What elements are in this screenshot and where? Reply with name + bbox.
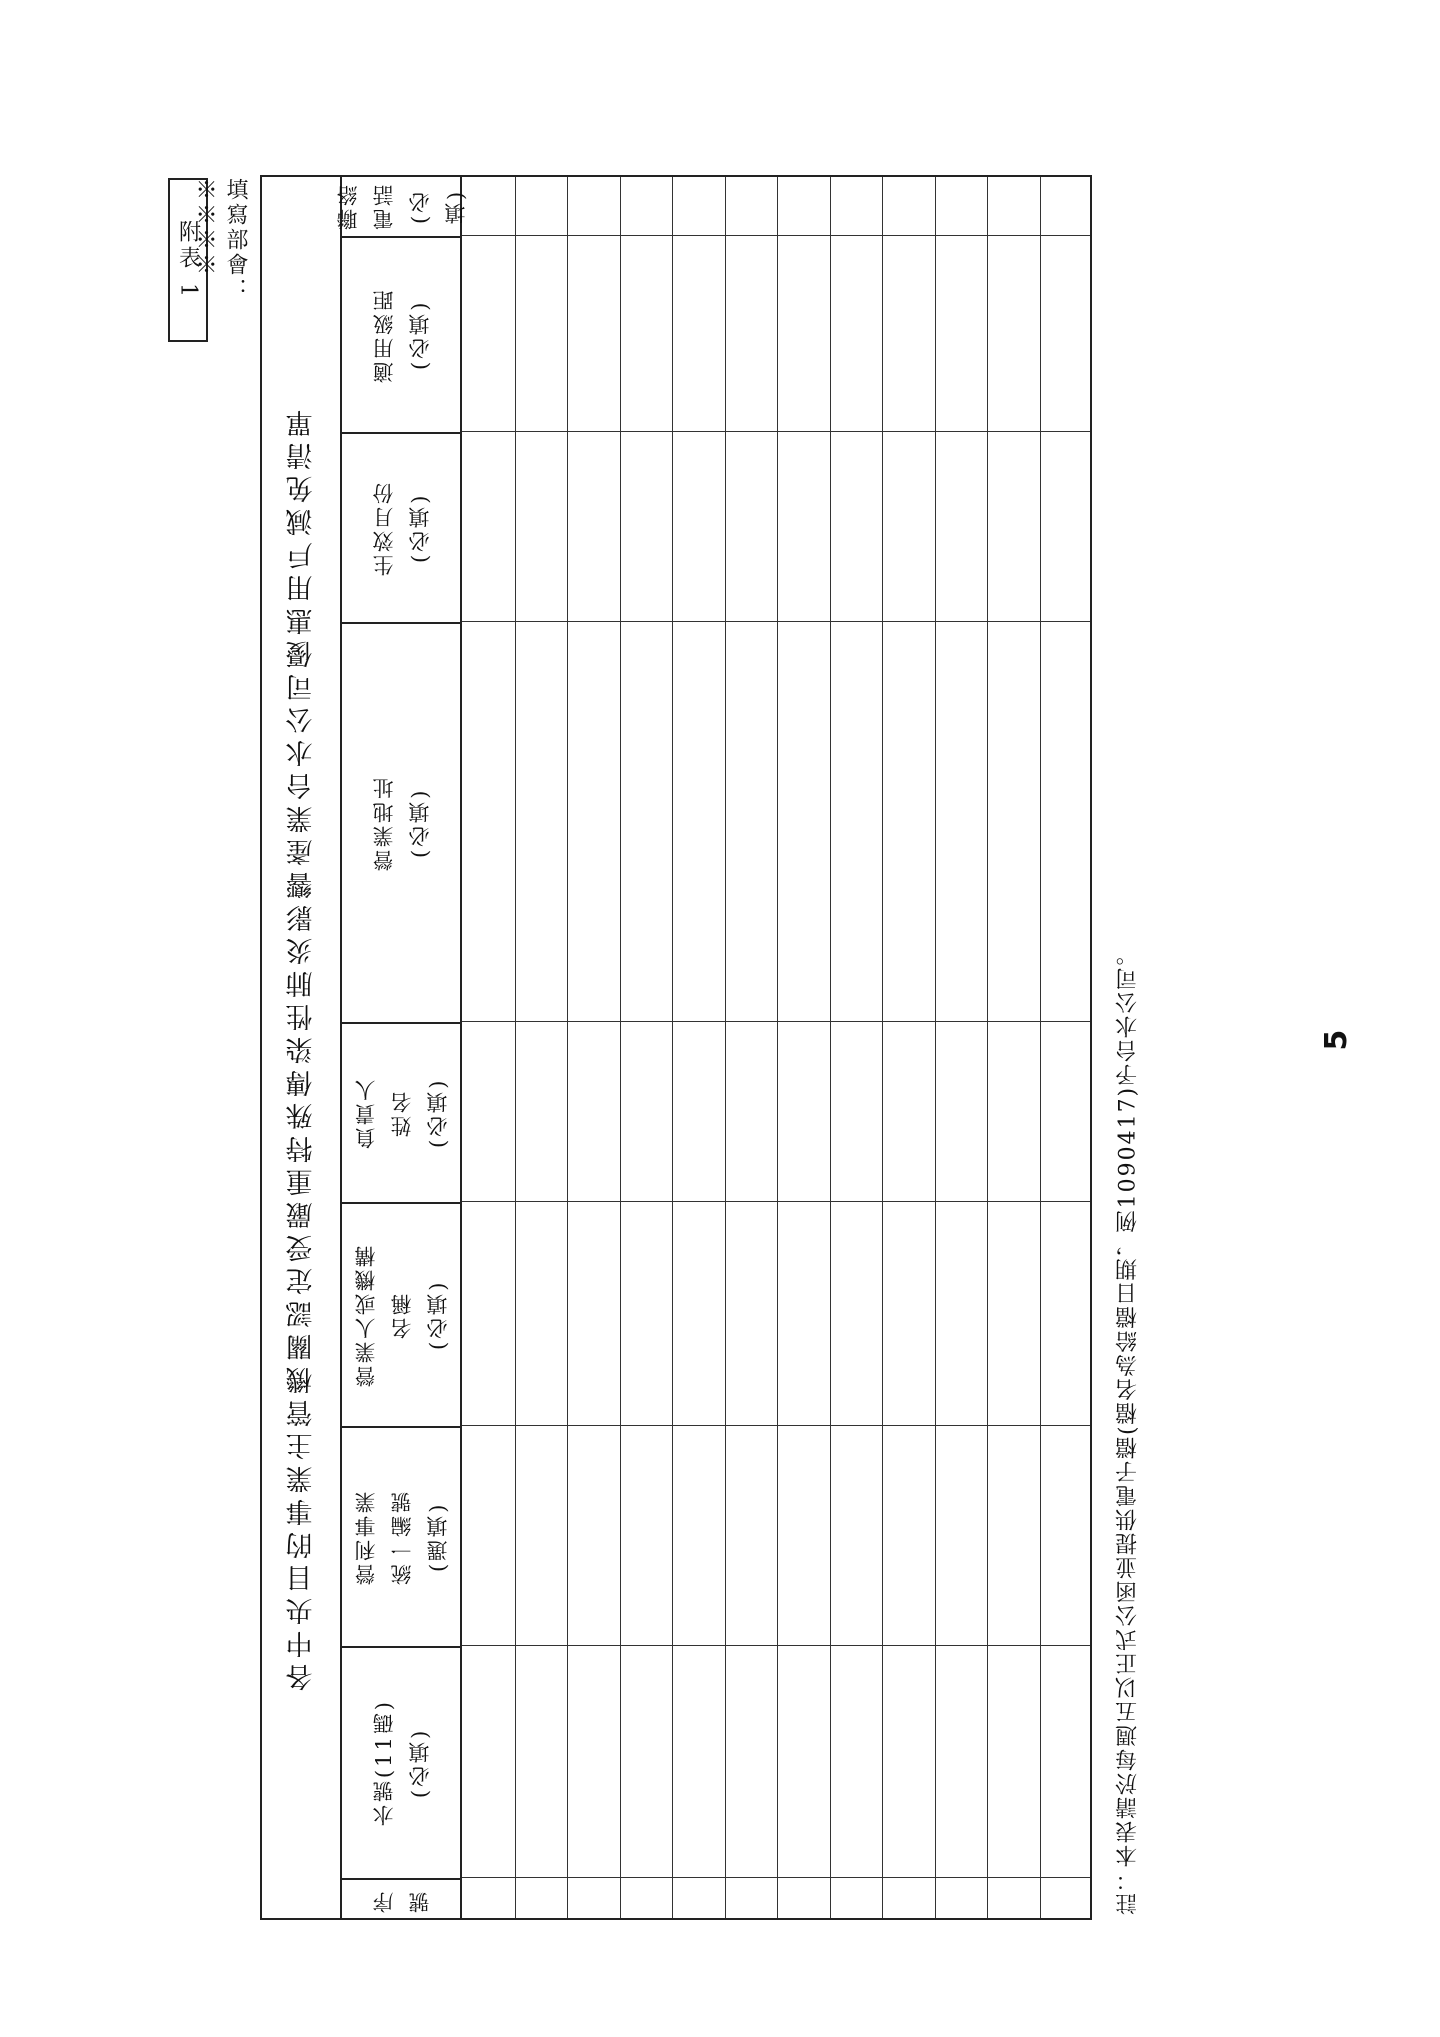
header-line: 生效月份 <box>372 480 396 576</box>
row-divider <box>987 177 988 1918</box>
column-divider <box>462 1877 1090 1878</box>
column-divider <box>462 1425 1090 1426</box>
page-number: 5 <box>1318 1029 1354 1051</box>
attachment-label: 附表 1 <box>168 178 208 342</box>
header-line: 營利事業 <box>354 1489 378 1585</box>
header-org_name-label <box>348 1243 456 1387</box>
column-divider <box>462 621 1090 622</box>
row-divider <box>620 177 621 1918</box>
header-line: 水號(11碼) <box>372 1699 396 1827</box>
header-line: 適用級距 <box>372 287 396 383</box>
header-effective_month <box>342 432 462 622</box>
header-line: (必填) <box>408 492 432 564</box>
header-seq-label <box>366 1889 438 1913</box>
header-address <box>342 622 462 1022</box>
header-line: (必填) <box>408 787 432 859</box>
form-title-strip <box>262 177 342 1918</box>
form-title: 各中央目的事業主管機關認定受嚴重特殊傳染性肺炎影響產業台水公司優惠用戶減免清單 <box>286 404 318 1691</box>
header-line: 聯絡電話 <box>336 182 396 231</box>
header-line: (必填) <box>426 1077 450 1149</box>
header-line: (必填) <box>408 1727 432 1799</box>
form-table <box>260 175 1092 1920</box>
header-org_name <box>342 1202 462 1426</box>
row-divider <box>725 177 726 1918</box>
row-divider <box>882 177 883 1918</box>
header-tax_id-label <box>348 1489 456 1585</box>
header-line: (必填) <box>408 299 432 371</box>
header-line: 統一編號 <box>390 1489 414 1585</box>
column-divider <box>462 1201 1090 1202</box>
column-divider <box>462 235 1090 236</box>
header-owner_name-label <box>348 1077 456 1149</box>
header-line: 營業人或機構 <box>354 1243 378 1387</box>
column-divider <box>462 1021 1090 1022</box>
header-line: 序 <box>372 1889 396 1913</box>
table-body <box>462 177 1090 1918</box>
header-tier-label <box>366 287 438 383</box>
row-divider <box>830 177 831 1918</box>
header-line: 營業地址 <box>372 775 396 871</box>
row-divider <box>567 177 568 1918</box>
header-water_no <box>342 1646 462 1878</box>
row-divider <box>672 177 673 1918</box>
row-divider <box>777 177 778 1918</box>
row-divider <box>935 177 936 1918</box>
header-tax_id <box>342 1426 462 1646</box>
row-divider <box>1040 177 1041 1918</box>
header-owner_name <box>342 1022 462 1202</box>
footnote: 註：本表請於每週五以正式公函並提供電子檔(檔名為給檔日期，例1090417)予台水公司。 <box>1115 941 1141 1915</box>
header-line: 負責人 <box>354 1077 378 1149</box>
header-phone <box>336 177 468 236</box>
header-effective_month-label <box>366 480 438 576</box>
header-water_no-label <box>366 1699 438 1826</box>
column-divider <box>462 1645 1090 1646</box>
table-header <box>336 177 468 1918</box>
header-line: 號 <box>408 1889 432 1913</box>
header-phone-label <box>330 177 474 236</box>
header-line: 名稱 <box>390 1291 414 1339</box>
column-divider <box>462 431 1090 432</box>
header-address-label <box>366 775 438 871</box>
fill-unit-label: 填寫部會：※※※※ <box>192 178 248 303</box>
row-divider <box>515 177 516 1918</box>
header-line: (必填) <box>408 188 468 225</box>
header-line: (必填) <box>426 1279 450 1351</box>
header-line: (選填) <box>426 1501 450 1573</box>
header-seq <box>342 1878 462 1922</box>
header-tier <box>342 236 462 432</box>
header-line: 姓名 <box>390 1089 414 1137</box>
